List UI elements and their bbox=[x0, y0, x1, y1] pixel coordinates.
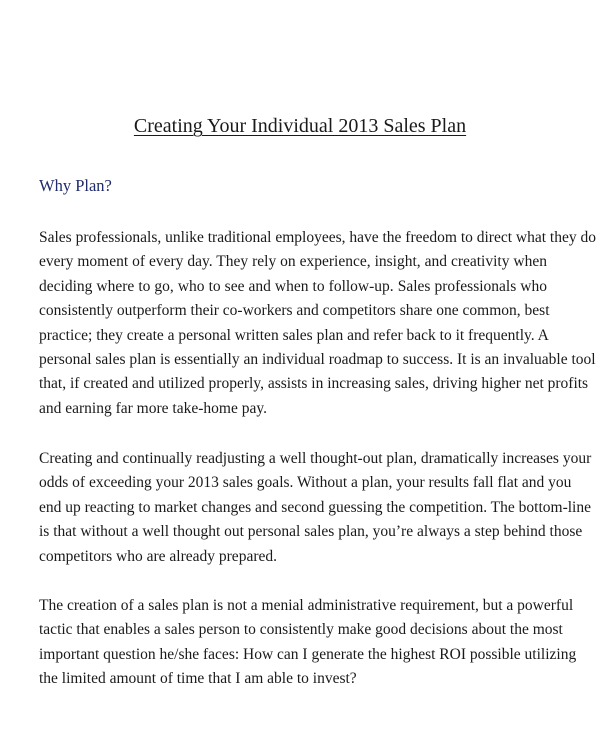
paragraph-line: personal sales plan is essentially an individual roadmap to success. It is an invaluable tool bbox=[39, 351, 596, 369]
paragraph-2 bbox=[39, 447, 592, 569]
paragraph-line: odds of exceeding your 2013 sales goals. Without a plan, your results fall flat and you bbox=[39, 474, 572, 492]
paragraph-line: the limited amount of time that I am able to invest? bbox=[39, 670, 357, 688]
paragraph-line: The creation of a sales plan is not a menial administrative requirement, but a powerful bbox=[39, 597, 574, 614]
paragraph-line: Sales professionals, unlike traditional employees, have the freedom to direct what they do bbox=[39, 229, 596, 246]
paragraph-3 bbox=[39, 594, 577, 692]
paragraph-line: is that without a well thought out personal sales plan, you’re always a step behind those bbox=[39, 523, 583, 541]
paragraph-line: tactic that enables a sales person to consistently make good decisions about the most bbox=[39, 621, 563, 639]
paragraph-line: that, if created and utilized properly, assists in increasing sales, driving higher net profits bbox=[39, 375, 589, 393]
paragraph-line: every moment of every day. They rely on experience, insight, and creativity when bbox=[39, 253, 547, 271]
paragraph-1 bbox=[39, 226, 596, 421]
paragraph-line: end up reacting to market changes and second guessing the competition. The bottom-line bbox=[39, 498, 591, 516]
document-title: Creating Your Individual 2013 Sales Plan bbox=[133, 115, 467, 137]
paragraph-line: important question he/she faces: How can I generate the highest ROI possible utilizing bbox=[39, 645, 577, 663]
paragraph-line: competitors who are already prepared. bbox=[39, 547, 277, 565]
paragraph-line: deciding where to go, who to see and when to follow-up. Sales professionals who bbox=[39, 277, 547, 295]
paragraph-line: and earning far more take-home pay. bbox=[39, 399, 267, 417]
paragraph-line: Creating and continually readjusting a well thought-out plan, dramatically increases your bbox=[39, 450, 592, 467]
section-heading: Why Plan? bbox=[39, 176, 112, 195]
paragraph-line: practice; they create a personal written sales plan and refer back to it frequently. A bbox=[39, 326, 549, 344]
paragraph-line: consistently outperform their co-workers and competitors share one common, best bbox=[39, 302, 550, 320]
